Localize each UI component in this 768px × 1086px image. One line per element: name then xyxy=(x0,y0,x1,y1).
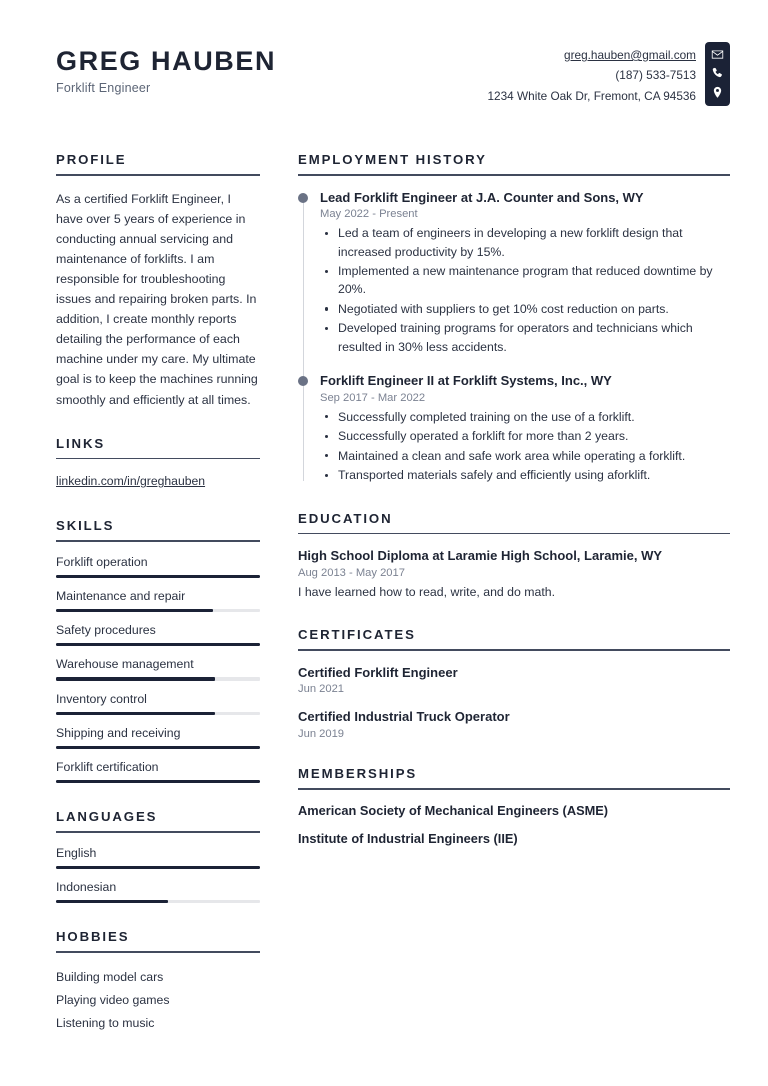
section-divider xyxy=(56,458,260,460)
section-profile xyxy=(56,152,260,410)
sidebar-column xyxy=(56,152,260,1061)
education-entry xyxy=(298,547,730,601)
skill-item-level-track xyxy=(56,746,260,749)
section-memberships xyxy=(298,766,730,846)
section-hobbies xyxy=(56,929,260,1035)
employment-bullet: Transported materials safely and efficiently using aforklift. xyxy=(320,466,730,484)
employment-entry xyxy=(320,372,730,484)
education-entry-description: I have learned how to read, write, and do math. xyxy=(298,584,556,599)
skill-item xyxy=(56,657,260,680)
skill-item-level-track xyxy=(56,677,260,680)
section-title-languages: LANGUAGES xyxy=(56,809,158,825)
contact-address: 1234 White Oak Dr, Fremont, CA 94536 xyxy=(487,88,696,103)
skill-item-level-track xyxy=(56,643,260,646)
employment-bullet: Implemented a new maintenance program that reduced downtime by 20%. xyxy=(320,262,730,299)
certificate-entry xyxy=(298,664,730,696)
employment-entry-title: Lead Forklift Engineer at J.A. Counter and Sons, WY xyxy=(320,189,644,205)
skill-item xyxy=(56,623,260,646)
education-list xyxy=(298,547,730,601)
section-title-links: LINKS xyxy=(56,435,106,451)
contact-details xyxy=(487,42,696,106)
employment-entry-date: May 2022 - Present xyxy=(320,208,418,221)
section-divider xyxy=(56,540,260,542)
hobby-item: Playing video games xyxy=(56,992,170,1007)
section-education xyxy=(298,511,730,602)
skill-item-label: Shipping and receiving xyxy=(56,725,181,740)
resume-header xyxy=(56,42,730,106)
resume-body xyxy=(56,152,730,1061)
location-pin-icon xyxy=(711,86,724,99)
certificate-entry-title: Certified Industrial Truck Operator xyxy=(298,709,510,725)
section-title-profile: PROFILE xyxy=(56,152,127,167)
language-item-level-fill xyxy=(56,900,168,903)
skill-item-label: Forklift certification xyxy=(56,759,159,774)
skill-item-label: Inventory control xyxy=(56,691,147,706)
employment-bullet: Successfully operated a forklift for more than 2 years. xyxy=(320,427,730,445)
section-divider xyxy=(56,831,260,833)
section-title-employment: EMPLOYMENT HISTORY xyxy=(298,152,487,167)
employment-bullet: Maintained a clean and safe work area while operating a forklift. xyxy=(320,447,730,465)
skill-item-label: Warehouse management xyxy=(56,657,194,672)
skill-item-level-fill xyxy=(56,746,260,749)
language-item-label: English xyxy=(56,845,97,860)
section-links xyxy=(56,436,260,493)
skill-item-level-fill xyxy=(56,712,215,715)
section-skills xyxy=(56,518,260,783)
timeline-dot-icon xyxy=(298,376,308,386)
section-divider xyxy=(298,649,730,651)
skill-item-level-fill xyxy=(56,780,260,783)
section-certificates xyxy=(298,627,730,740)
profile-summary-text: As a certified Forklift Engineer, I have over 5 years of experience in conducting annual servicing and maintenance of forklifts. I am responsible for troubleshooting issues and repairing broken parts. In addition, I create monthly reports detailing the performance of each machine under my care. My ultimate goal is to keep the machines running smoothly and efficiently at all times. xyxy=(56,191,258,407)
skill-item xyxy=(56,589,260,612)
memberships-list xyxy=(298,803,730,846)
skill-item xyxy=(56,760,260,783)
envelope-icon xyxy=(711,48,724,61)
candidate-name: GREG HAUBEN xyxy=(56,46,277,76)
contact-email[interactable]: greg.hauben@gmail.com xyxy=(564,48,696,62)
employment-bullet: Developed training programs for operators and technicians which resulted in 30% less accidents. xyxy=(320,319,730,356)
certificate-entry-date: Jun 2019 xyxy=(298,728,345,741)
section-title-certificates: CERTIFICATES xyxy=(298,627,416,643)
section-title-hobbies: HOBBIES xyxy=(56,929,130,945)
link-item[interactable]: linkedin.com/in/greghauben xyxy=(56,474,206,489)
section-employment-history xyxy=(298,152,730,485)
language-item xyxy=(56,846,260,869)
language-item-level-track xyxy=(56,866,260,869)
identity-block xyxy=(56,42,276,95)
contact-block xyxy=(487,42,730,106)
employment-bullet-list xyxy=(320,408,730,485)
section-title-memberships: MEMBERSHIPS xyxy=(298,766,418,782)
skill-item xyxy=(56,555,260,578)
hobbies-list xyxy=(56,966,260,1035)
contact-icon-bar xyxy=(705,42,730,106)
section-divider xyxy=(298,788,730,790)
certificate-entry-date: Jun 2021 xyxy=(298,683,345,696)
skill-item-level-fill xyxy=(56,609,213,612)
employment-bullet: Negotiated with suppliers to get 10% cost reduction on parts. xyxy=(320,300,730,318)
section-divider xyxy=(56,951,260,953)
skill-item xyxy=(56,726,260,749)
skill-item-level-track xyxy=(56,712,260,715)
skill-item-level-fill xyxy=(56,575,260,578)
language-item-level-track xyxy=(56,900,260,903)
candidate-job-title: Forklift Engineer xyxy=(56,81,151,96)
skill-item-level-track xyxy=(56,609,260,612)
certificates-list xyxy=(298,664,730,740)
skills-list xyxy=(56,555,260,783)
section-divider xyxy=(56,174,260,176)
employment-entry-title: Forklift Engineer II at Forklift Systems, Inc., WY xyxy=(320,373,612,389)
section-title-education: EDUCATION xyxy=(298,510,393,526)
phone-icon xyxy=(711,67,724,80)
employment-entry-date: Sep 2017 - Mar 2022 xyxy=(320,391,426,404)
main-column xyxy=(298,152,730,872)
languages-list xyxy=(56,846,260,903)
language-item-level-fill xyxy=(56,866,260,869)
education-entry-date: Aug 2013 - May 2017 xyxy=(298,566,405,579)
employment-bullet-list xyxy=(320,224,730,356)
timeline-dot-icon xyxy=(298,193,308,203)
employment-entry xyxy=(320,189,730,357)
membership-item: American Society of Mechanical Engineers (ASME) xyxy=(298,802,609,818)
employment-bullet: Led a team of engineers in developing a new forklift design that increased productivity by 15%. xyxy=(320,224,730,261)
certificate-entry xyxy=(298,708,730,740)
section-divider xyxy=(298,533,730,535)
section-languages xyxy=(56,809,260,903)
skill-item-level-fill xyxy=(56,643,260,646)
education-entry-title: High School Diploma at Laramie High School, Laramie, WY xyxy=(298,548,663,564)
skill-item-label: Safety procedures xyxy=(56,623,156,638)
employment-timeline xyxy=(298,189,730,485)
employment-bullet: Successfully completed training on the use of a forklift. xyxy=(320,408,730,426)
language-item-label: Indonesian xyxy=(56,879,117,894)
section-title-skills: SKILLS xyxy=(56,518,115,534)
skill-item-label: Maintenance and repair xyxy=(56,589,186,603)
skill-item xyxy=(56,692,260,715)
certificate-entry-title: Certified Forklift Engineer xyxy=(298,664,458,680)
hobby-item: Building model cars xyxy=(56,969,164,984)
skill-item-label: Forklift operation xyxy=(56,554,148,569)
membership-item: Institute of Industrial Engineers (IIE) xyxy=(298,830,518,846)
skill-item-level-track xyxy=(56,780,260,783)
hobby-item: Listening to music xyxy=(56,1015,155,1030)
contact-phone: (187) 533-7513 xyxy=(615,68,696,83)
skill-item-level-fill xyxy=(56,677,215,680)
language-item xyxy=(56,880,260,903)
skill-item-level-track xyxy=(56,575,260,578)
section-divider xyxy=(298,174,730,176)
